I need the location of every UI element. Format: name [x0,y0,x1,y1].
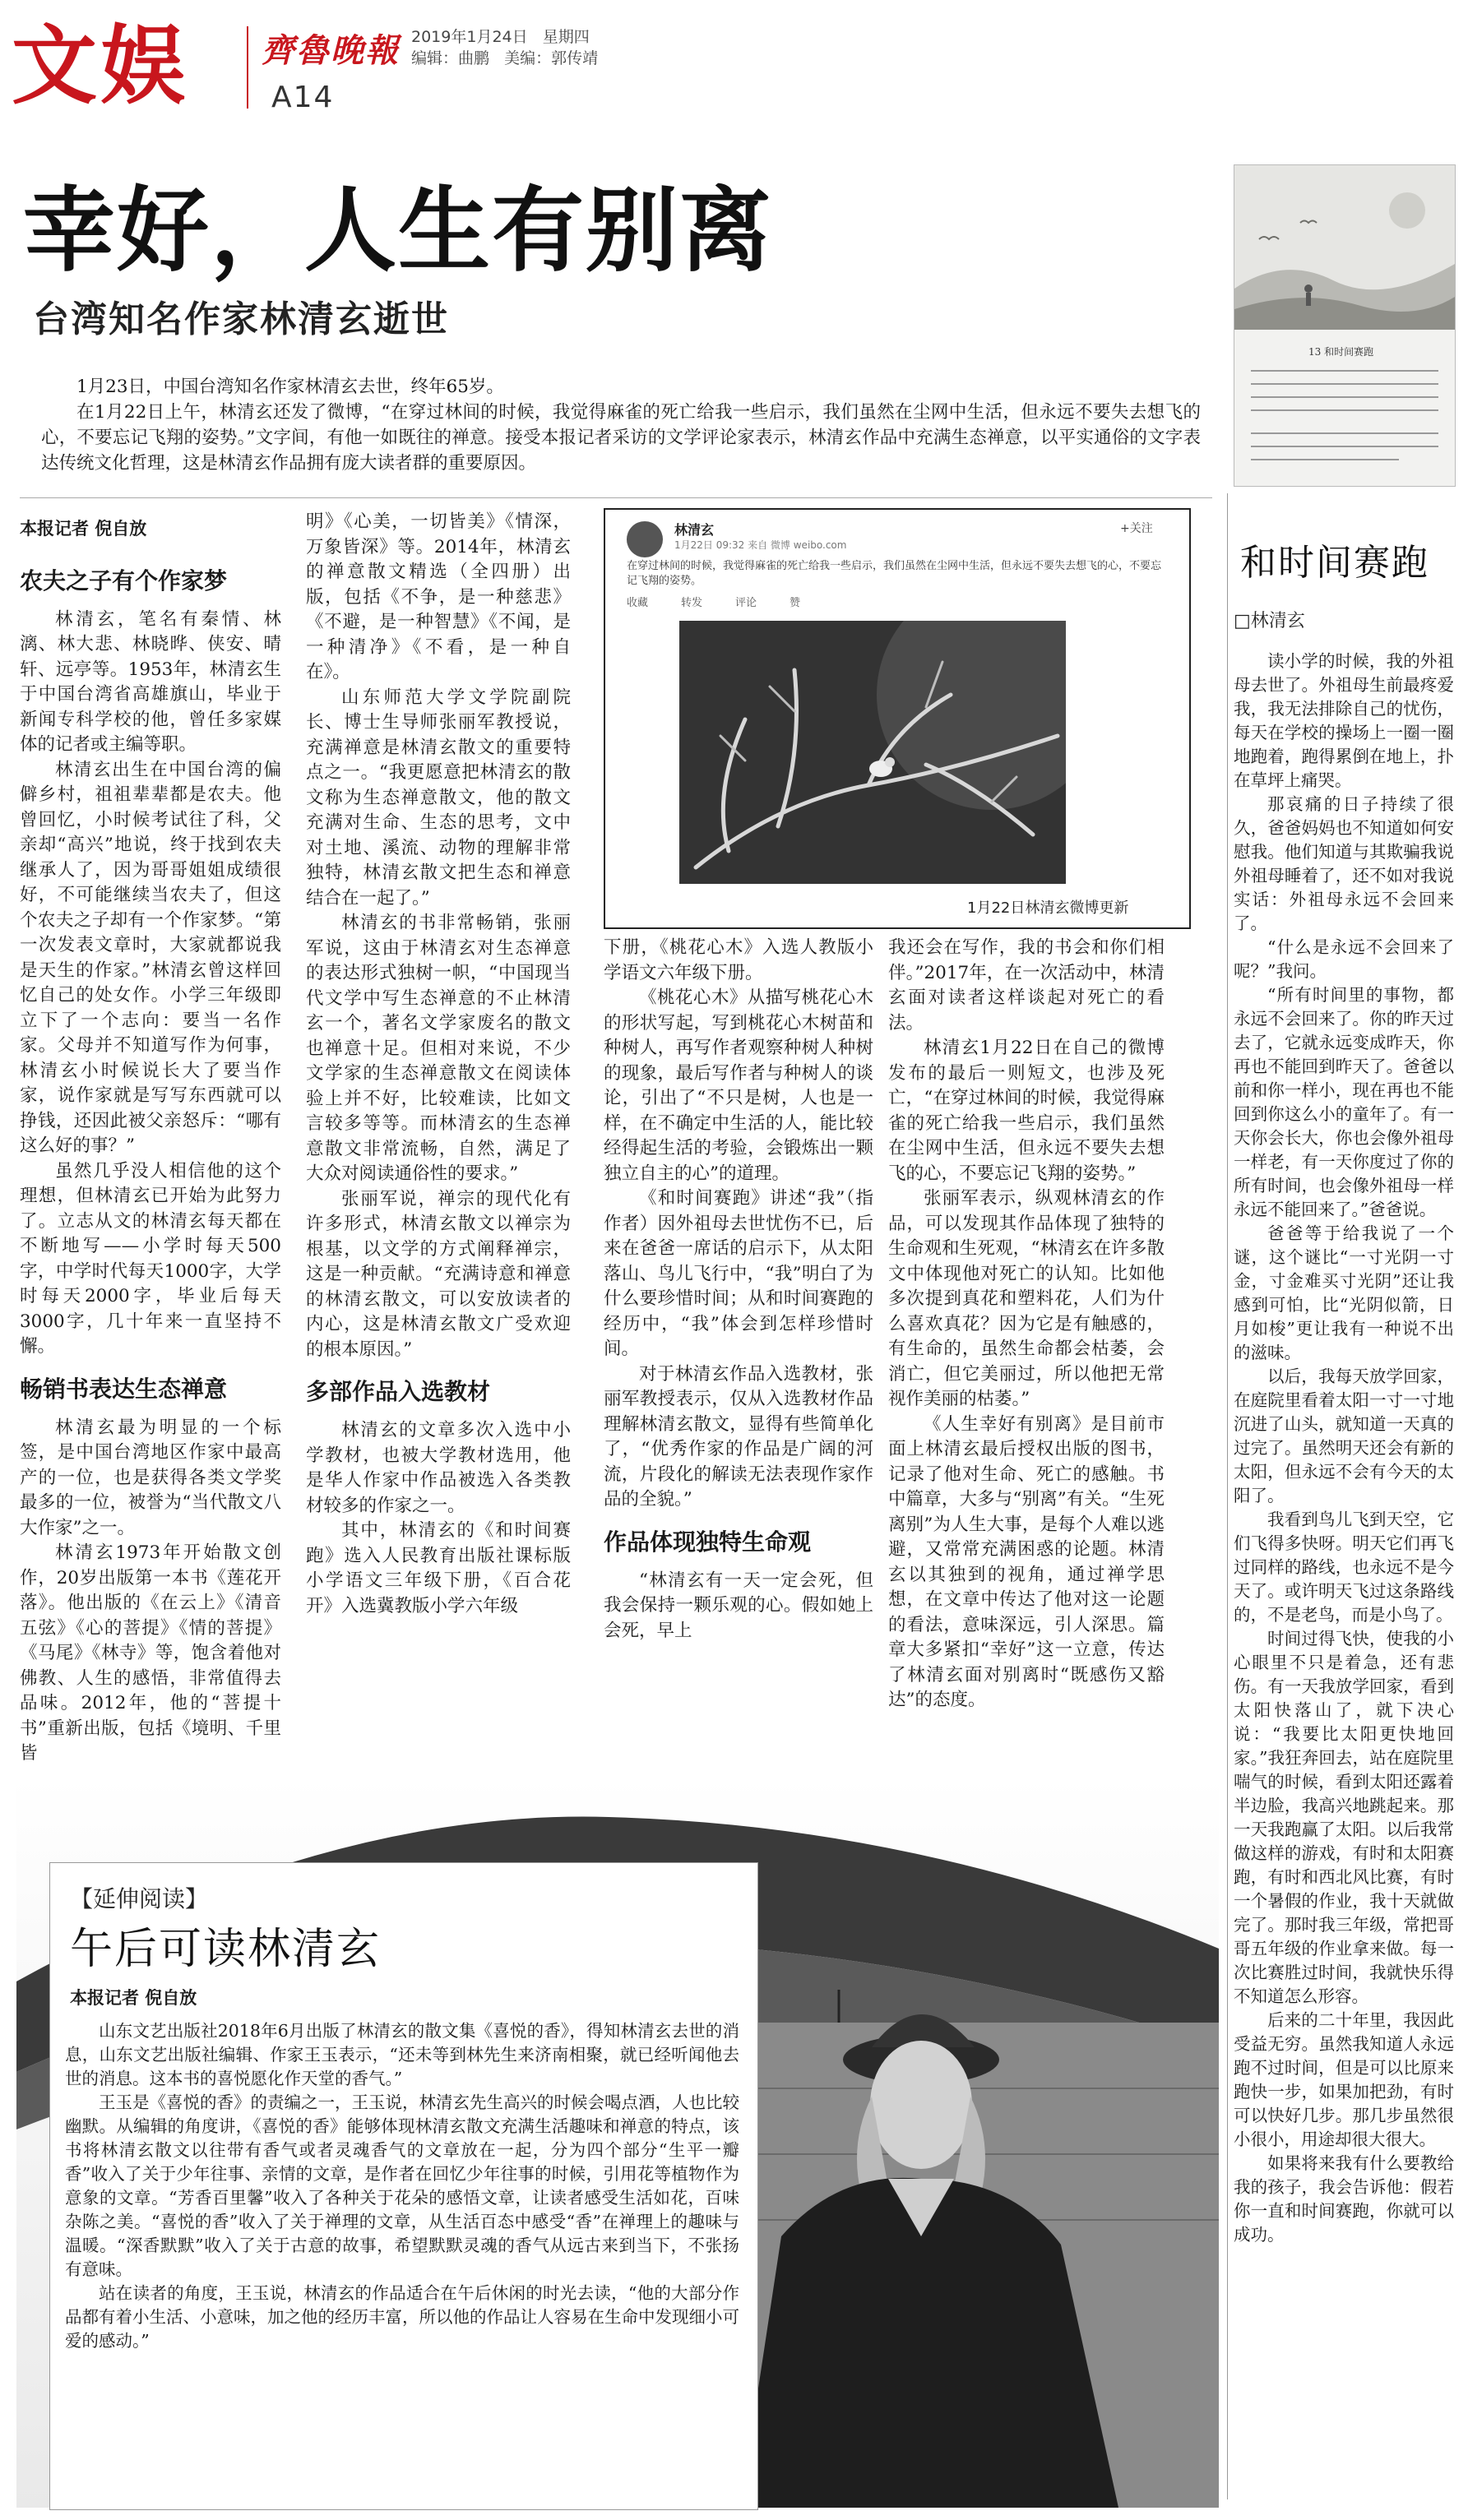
extended-title: 午后可读林清玄 [70,1925,382,1974]
sb-p8: 时间过得飞快，使我的小心眼里不只是着急，还有悲伤。有一天我放学回家，看到太阳快落山了，就下决心说：“我要比太阳更快地回家。”我狂奔回去，站在庭院里喘气的时候，看到太阳还露着半边脸，我高兴地跳起来。那一天我跑赢了太阳。以后我常做这样的游戏，有时和太阳赛跑，有时和西北风比赛，有时一个暑假的作业，我十天就做完了。那时我三年级，常把哥哥五年级的作业拿来做。每一次比赛胜过时间，我就快乐得不知道怎么形容。 [1234,1629,1454,2006]
sidebar-text [1234,650,1454,2508]
editor-credits [411,46,598,68]
sb-p5: 爸爸等于给我说了一个谜，这个谜比“一寸光阴一寸金，寸金难买寸光阴”还让我感到可怕，比“光阴似箭，日月如梭”更让我有一种说不出的滋味。 [1234,1223,1454,1362]
section-title: 文娱 [12,16,190,116]
c2-p4: 张丽军说，禅宗的现代化有许多形式，林清玄散文以禅宗为根基，以文学的方式阐释禅宗，这是一种贡献。“充满诗意和禅意的林清玄散文，可以安放读者的内心，这是林清玄散文广受欢迎的根本原因。” [306,1188,571,1360]
sb-p10: 如果将来我有什么要教给我的孩子，我会告诉他：假若你一直和时间赛跑，你就可以成功。 [1234,2153,1454,2245]
article-column-1 [20,510,281,1780]
sb-p7: 我看到鸟儿飞到天空，它们飞得多快呀。明天它们再飞过同样的路线，也永远不是今天了。或许明天飞过这条路线的，不是老鸟，而是小鸟了。 [1234,1510,1454,1625]
weibo-user: 林清玄 [674,522,715,538]
subhead-2: 畅销书表达生态禅意 [20,1375,228,1403]
c4-p1: 我还会在写作，我的书会和你们相伴。”2017年，在一次活动中，林清玄面对读者这样谈起对死亡的看法。 [888,937,1165,1033]
c2-p2: 山东师范大学文学院副院长、博士生导师张丽军教授说，充满禅意是林清玄散文的重要特点之一。“我更愿意把林清玄的散文称为生态禅意散文，他的散文充满对生命、生态的思考，文中对土地、溪流、动物的理解非常独特，林清玄散文把生态和禅意结合在一起了。” [306,687,571,909]
subheadline: 台湾知名作家林清玄逝世 [33,298,449,340]
textbook-illustration [1234,165,1455,486]
lead-paragraphs [41,374,1201,476]
article-column-4 [888,936,1165,1873]
ext-p1: 山东文艺出版社2018年6月出版了林清玄的散文集《喜悦的香》，得知林清玄去世的消息，山东文艺出版社编辑、作家王玉表示，“还未等到林先生来济南相聚，就已经听闻他去世的消息。这本书的喜悦愿化作天堂的香气。” [65,2021,739,2088]
lead-divider [20,497,1212,498]
sb-p9: 后来的二十年里，我因此受益无穷。虽然我知道人永远跑不过时间，但是可以比原来跑快一步，如果加把劲，有时可以快好几步。那几步虽然很小很小，用途却很大很大。 [1234,2010,1454,2149]
weibo-follow-button[interactable]: +关注 [1120,522,1153,535]
sb-p1: 读小学的时候，我的外祖母去世了。外祖母生前最疼爱我，我无法排除自己的忧伤，每天在学校的操场上一圈一圈地跑着，跑得累倒在地上，扑在草坪上痛哭。 [1234,651,1454,790]
c3-p1: 下册，《桃花心木》入选人教版小学语文六年级下册。 [604,937,873,983]
textbook-chapter-label: 13 和时间赛跑 [1308,346,1374,358]
weibo-actions [627,594,1169,609]
c3-p3: 《和时间赛跑》讲述“我”（指作者）因外祖母去世忧伤不已，后来在爸爸一席话的启示下，从太阳落山、鸟儿飞行中，“我”明白了为什么要珍惜时间；从和时间赛跑的经历中，“我”体会到怎样珍惜时间。 [604,1188,873,1359]
subhead-4: 作品体现独特生命观 [604,1528,812,1556]
c1-p1: 林清玄，笔名有秦情、林漓、林大悲、林晓晔、侠安、晴轩、远亭等。1953年，林清玄生于中国台湾省高雄旗山，毕业于新闻专科学校的他，曾任多家媒体的记者或主编等职。 [20,608,281,755]
lead-p2: 在1月22日上午，林清玄还发了微博，“在穿过林间的时候，我觉得麻雀的死亡给我一些启示，我们虽然在尘网中生活，但永远不要失去想飞的心，不要忘记飞翔的姿势。”文字间，有他一如既往的禅意。接受本报记者采访的文学评论家表示，林清玄作品中充满生态禅意，以平实通俗的文字表达传统文化哲理，这是林清玄作品拥有庞大读者群的重要原因。 [41,402,1201,474]
c3b-p1: “林清玄有一天一定会死，但我会保持一颗乐观的心。假如她上会死，早上 [604,1570,873,1641]
weibo-screenshot [604,508,1191,929]
c4-p2: 林清玄1月22日在自己的微博发布的最后一则短文，也涉及死亡，“在穿过林间的时候，我觉得麻雀的死亡给我一些启示，我们虽然在尘网中生活，但永远不要失去想飞的心，不要忘记飞翔的姿势。” [888,1038,1165,1184]
c2b-p2: 其中，林清玄的《和时间赛跑》选入人民教育出版社课标版小学语文三年级下册，《百合花开》入选冀教版小学六年级 [306,1520,571,1616]
c4-p4: 《人生幸好有别离》是目前市面上林清玄最后授权出版的图书，记录了他对生命、死亡的感触。书中篇章，大多与“别离”有关。“生死离别”为人生大事，是每个人难以逃避，又常常充满困惑的论题。林清玄以其独到的视角，通过禅学思想，在文章中传达了他对这一论题的看法，意味深远，引人深思。篇章大多紧扣“幸好”这一立意，传达了林清玄面对别离时“既感伤又豁达”的态度。 [888,1413,1165,1710]
paper-logo: 齊魯晚報 [262,31,400,70]
masthead-divider [247,26,248,109]
designer: 美编：郭传靖 [504,49,599,67]
weibo-caption: 1月22日林清玄微博更新 [967,899,1129,917]
subhead-3: 多部作品入选教材 [306,1378,491,1405]
weibo-comment-button[interactable]: 评论 [735,597,757,609]
sidebar-divider [1227,493,1228,2499]
page-number: A14 [271,81,335,114]
weibo-like-button[interactable]: 赞 [790,597,801,609]
article-byline: 本报记者 倪自放 [20,519,147,539]
sidebar-title: 和时间赛跑 [1240,542,1429,584]
c2-p3: 林清玄的书非常畅销，张丽军说，这由于林清玄对生态禅意的表达形式独树一帜，“中国现当代文学中写生态禅意的不止林清玄一个，著名文学家废名的散文也禅意十足。但相对来说，不少文学家的生态禅意散文在阅读体验上并不好，比较难读，比如文言较多等等。而林清玄的生态禅意散文非常流畅，自然，满足了大众对阅读通俗性的要求。” [306,913,571,1184]
sb-p4: “所有时间里的事物，都永远不会回来了。你的昨天过去了，它就永远变成昨天，你再也不能回到昨天了。爸爸以前和你一样小，现在再也不能回到你这么小的童年了。有一天你会长大，你也会像外祖母一样老，有一天你度过了你的所有时间，也会像外祖母一样永远不能回来了。”爸爸说。 [1234,985,1454,1219]
article-column-3 [604,936,873,1758]
extended-reading-box [49,1862,758,2510]
lead-p1: 1月23日，中国台湾知名作家林清玄去世，终年65岁。 [76,377,504,397]
c4-p3: 张丽军表示，纵观林清玄的作品，可以发现其作品体现了独特的生命观和生死观，“林清玄在许多散文中体现他对死亡的认知。比如他多次提到真花和塑料花，人们为什么喜欢真花？因为它是有触感的，有生命的，虽然生命都会枯萎，会消亡，但它美丽过，所以他把无常视作美丽的枯萎。” [888,1188,1165,1409]
c2-p1: 明》《心美，一切皆美》《情深，万象皆深》等。2014年，林清玄的禅意散文精选（全四册）出版，包括《不争，是一种慈悲》《不避，是一种智慧》《不闻，是一种清净》《不看，是一种自在》。 [306,511,571,682]
c3-p2: 《桃花心木》从描写桃花心木的形状写起，写到桃花心木树苗和种树人，再写作者观察种树人种树的现象，最后写作者与种树人的谈论，引出了“不只是树，人也是一样，在不确定中生活的人，能比较经得起生活的考验，会锻炼出一颗独立自主的心”的道理。 [604,987,873,1184]
date: 2019年1月24日 [411,28,528,46]
c2b-p1: 林清玄的文章多次入选中小学教材，也被大学教材选用，他是华人作家中作品被选入各类教材较多的作家之一。 [306,1420,571,1516]
avatar [627,521,663,557]
textbook-page-image [1234,164,1456,487]
subhead-1: 农夫之子有个作家梦 [20,566,228,594]
article-column-2 [306,510,571,1743]
issue-date [411,25,590,47]
branch-illustration [679,621,1066,884]
weibo-meta: 1月22日 09:32 来自 微博 weibo.com [674,539,847,551]
editor: 编辑：曲鹏 [411,49,490,67]
c1b-p1: 林清玄最为明显的一个标签，是中国台湾地区作家中最高产的一位，也是获得各类文学奖最多的一位，被誉为“当代散文八大作家”之一。 [20,1417,281,1538]
bird-on-branch-photo [679,621,1066,884]
ext-p3: 站在读者的角度，王玉说，林清玄的作品适合在午后休闲的时光去读，“他的大部分作品都有着小生活、小意味，加之他的经历丰富，所以他的作品让人容易在生命中发现细小可爱的感动。” [65,2283,739,2351]
ext-p2: 王玉是《喜悦的香》的责编之一，王玉说，林清玄先生高兴的时候会喝点酒，人也比较幽默。从编辑的角度讲，《喜悦的香》能够体现林清玄散文充满生活趣味和禅意的特点，该书将林清玄散文以往带有香气或者灵魂香气的文章放在一起，分为四个部分“生平一瓣香”收入了关于少年往事、亲情的文章，是作者在回忆少年往事的时候，引用花等植物作为意象的文章。“芳香百里馨”收入了各种关于花朵的感悟文章，让读者感受生活如花，百味杂陈之美。“喜悦的香”收入了关于禅理的文章，从生活百态中感受“香”在禅理上的趣味与温暖。“深香默默”收入了关于古意的故事，希望默默灵魂的香气从远古来到当下，不张扬有意味。 [65,2092,739,2279]
extended-tag: 【延伸阅读】 [70,1885,209,1912]
sb-p6: 以后，我每天放学回家，在庭院里看着太阳一寸一寸地沉进了山头，就知道一天真的过完了。虽然明天还会有新的太阳，但永远不会有今天的太阳了。 [1234,1366,1454,1505]
sb-p3: “什么是永远不会回来了呢？”我问。 [1234,937,1454,981]
weibo-collect-button[interactable]: 收藏 [627,597,649,609]
c1b-p2: 林清玄1973年开始散文创作，20岁出版第一本书《莲花开落》。他出版的《在云上》《清音五弦》《心的菩提》《情的菩提》《马尾》《林寺》等，饱含着他对佛教、人生的感悟，非常值得去品味。2012年，他的“菩提十书”重新出版，包括《境明、千里皆 [20,1542,281,1764]
weekday: 星期四 [542,28,590,46]
weibo-repost-button[interactable]: 转发 [681,597,703,609]
sb-p2: 那哀痛的日子持续了很久，爸爸妈妈也不知道如何安慰我。他们知道与其欺骗我说外祖母睡着了，还不如对我说实话：外祖母永远不会回来了。 [1234,794,1454,933]
weibo-text: 在穿过林间的时候，我觉得麻雀的死亡给我一些启示，我们虽然在尘网中生活，但永远不要失去想飞的心，不要忘记飞翔的姿势。 [627,560,1162,587]
extended-byline: 本报记者 倪自放 [70,1988,197,2008]
c1-p3: 虽然几乎没人相信他的这个理想，但林清玄已开始为此努力了。立志从文的林清玄每天都在不断地写——小学时每天500字，中学时代每天1000字，大学时每天2000字，毕业后每天3000字，几十年来一直坚持不懈。 [20,1160,281,1357]
c1-p2: 林清玄出生在中国台湾的偏僻乡村，祖祖辈辈都是农夫。他曾回忆，小时候考试往了科，父亲却“高兴”地说，终于找到农夫继承人了，因为哥哥姐姐成绩很好，不可能继续当农夫了，但这个农夫之子却有一个作家梦。“第一次发表文章时，大家就都说我是天生的作家。”林清玄曾这样回忆自己的处女作。小学三年级即立下了一个志向：要当一名作家。父母并不知道写作为何事，林清玄小时候说长大了要当作家，说作家就是写写东西就可以挣钱，还因此被父亲怒斥：“哪有这么好的事？” [20,759,281,1156]
sidebar-author: □林清玄 [1234,611,1305,631]
c3-p4: 对于林清玄作品入选教材，张丽军教授表示，仅从入选教材作品理解林清玄散文，显得有些简单化了，“优秀作家的作品是广阔的河流，片段化的解读无法表现作家作品的全貌。” [604,1363,873,1510]
extended-text [65,2019,739,2504]
headline: 幸好，人生有别离 [23,178,773,284]
